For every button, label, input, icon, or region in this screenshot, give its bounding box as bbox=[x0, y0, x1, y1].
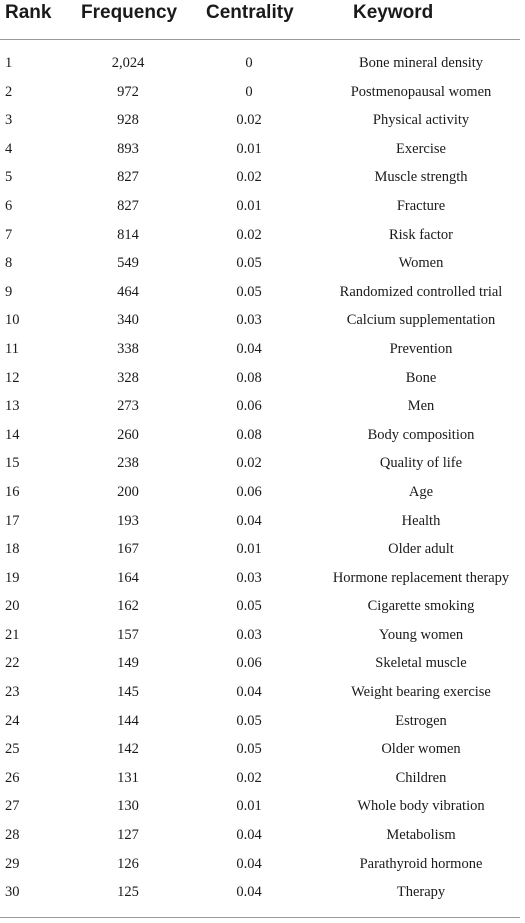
table-row bbox=[0, 222, 525, 251]
cell-rank: 11 bbox=[5, 340, 19, 357]
cell-frequency: 340 bbox=[117, 312, 139, 329]
cell-frequency: 125 bbox=[117, 884, 139, 901]
cell-keyword: Bone bbox=[405, 369, 437, 386]
cell-rank: 9 bbox=[5, 283, 13, 300]
cell-keyword: Women bbox=[398, 255, 444, 272]
cell-frequency: 149 bbox=[117, 655, 139, 672]
cell-centrality: 0.03 bbox=[236, 312, 262, 329]
table-row bbox=[0, 851, 525, 880]
cell-frequency: 162 bbox=[117, 598, 139, 615]
table-row bbox=[0, 107, 525, 136]
cell-rank: 22 bbox=[5, 655, 20, 672]
cell-centrality: 0.08 bbox=[236, 369, 262, 386]
cell-rank: 27 bbox=[5, 798, 20, 815]
cell-rank: 4 bbox=[5, 140, 13, 157]
cell-keyword: Quality of life bbox=[379, 455, 463, 472]
table-row bbox=[0, 479, 525, 508]
cell-centrality: 0.05 bbox=[236, 598, 262, 615]
cell-centrality: 0.04 bbox=[236, 340, 262, 357]
table-row bbox=[0, 736, 525, 765]
cell-keyword: Postmenopausal women bbox=[350, 83, 492, 100]
table-row bbox=[0, 193, 525, 222]
cell-rank: 1 bbox=[5, 55, 13, 71]
cell-rank: 3 bbox=[5, 112, 13, 129]
cell-frequency: 164 bbox=[117, 569, 139, 586]
cell-frequency: 193 bbox=[117, 512, 139, 529]
cell-frequency: 131 bbox=[117, 769, 139, 786]
cell-rank: 21 bbox=[5, 626, 20, 643]
cell-keyword: Risk factor bbox=[388, 226, 454, 243]
table-row bbox=[0, 879, 525, 908]
cell-keyword: Health bbox=[401, 512, 441, 529]
cell-rank: 16 bbox=[5, 483, 20, 500]
cell-keyword: Bone mineral density bbox=[358, 55, 484, 71]
cell-keyword: Calcium supplementation bbox=[346, 312, 496, 329]
cell-rank: 7 bbox=[5, 226, 13, 243]
table-row bbox=[0, 336, 525, 365]
cell-rank: 10 bbox=[5, 312, 20, 329]
cell-centrality: 0 bbox=[245, 55, 253, 71]
cell-keyword: Physical activity bbox=[372, 112, 470, 129]
table-row bbox=[0, 536, 525, 565]
cell-keyword: Metabolism bbox=[386, 827, 456, 844]
cell-keyword: Randomized controlled trial bbox=[339, 283, 503, 300]
table-row bbox=[0, 622, 525, 651]
cell-centrality: 0.04 bbox=[236, 855, 262, 872]
cell-frequency: 893 bbox=[117, 140, 139, 157]
cell-centrality: 0.04 bbox=[236, 512, 262, 529]
cell-frequency: 144 bbox=[117, 712, 139, 729]
cell-rank: 6 bbox=[5, 197, 13, 214]
cell-rank: 25 bbox=[5, 741, 20, 758]
cell-frequency: 238 bbox=[117, 455, 139, 472]
cell-centrality: 0.01 bbox=[236, 541, 262, 558]
table-row bbox=[0, 565, 525, 594]
cell-centrality: 0.04 bbox=[236, 827, 262, 844]
cell-rank: 29 bbox=[5, 855, 20, 872]
cell-rank: 14 bbox=[5, 426, 20, 443]
table-row bbox=[0, 593, 525, 622]
table-bottom-rule bbox=[0, 917, 520, 918]
cell-centrality: 0.03 bbox=[236, 626, 262, 643]
cell-keyword: Children bbox=[395, 769, 447, 786]
cell-rank: 28 bbox=[5, 827, 20, 844]
cell-frequency: 338 bbox=[117, 340, 139, 357]
table-row bbox=[0, 650, 525, 679]
table-body bbox=[0, 50, 525, 908]
cell-frequency: 464 bbox=[117, 283, 139, 300]
table-row bbox=[0, 422, 525, 451]
table-header bbox=[0, 0, 525, 40]
cell-rank: 5 bbox=[5, 169, 13, 186]
cell-rank: 26 bbox=[5, 769, 20, 786]
table-row bbox=[0, 50, 525, 79]
cell-frequency: 142 bbox=[117, 741, 139, 758]
cell-centrality: 0.04 bbox=[236, 684, 262, 701]
cell-centrality: 0.05 bbox=[236, 741, 262, 758]
cell-centrality: 0.01 bbox=[236, 140, 262, 157]
table-row bbox=[0, 793, 525, 822]
cell-frequency: 145 bbox=[117, 684, 139, 701]
cell-rank: 13 bbox=[5, 398, 20, 415]
cell-frequency: 827 bbox=[117, 169, 139, 186]
cell-keyword: Exercise bbox=[396, 140, 446, 157]
cell-keyword: Therapy bbox=[396, 884, 446, 901]
cell-keyword: Age bbox=[408, 483, 434, 500]
cell-keyword: Whole body vibration bbox=[357, 798, 485, 815]
cell-rank: 18 bbox=[5, 541, 20, 558]
cell-centrality: 0.02 bbox=[236, 112, 262, 129]
table-row bbox=[0, 164, 525, 193]
cell-centrality: 0.04 bbox=[236, 884, 262, 901]
table-row bbox=[0, 279, 525, 308]
cell-keyword: Cigarette smoking bbox=[367, 598, 475, 615]
cell-centrality: 0.05 bbox=[236, 283, 262, 300]
header-frequency: Frequency bbox=[81, 2, 178, 23]
cell-keyword: Skeletal muscle bbox=[375, 655, 467, 672]
cell-centrality: 0.02 bbox=[236, 769, 262, 786]
table-row bbox=[0, 250, 525, 279]
table-row bbox=[0, 365, 525, 394]
cell-rank: 24 bbox=[5, 712, 20, 729]
cell-frequency: 273 bbox=[117, 398, 139, 415]
cell-keyword: Hormone replacement therapy bbox=[332, 569, 510, 586]
cell-centrality: 0.02 bbox=[236, 169, 262, 186]
cell-centrality: 0.02 bbox=[236, 455, 262, 472]
cell-centrality: 0.05 bbox=[236, 255, 262, 272]
table-row bbox=[0, 307, 525, 336]
cell-frequency: 130 bbox=[117, 798, 139, 815]
cell-rank: 15 bbox=[5, 455, 20, 472]
cell-keyword: Men bbox=[407, 398, 435, 415]
cell-frequency: 127 bbox=[117, 827, 139, 844]
cell-rank: 20 bbox=[5, 598, 20, 615]
cell-frequency: 972 bbox=[117, 83, 139, 100]
table-row bbox=[0, 136, 525, 165]
table-row bbox=[0, 79, 525, 108]
cell-keyword: Estrogen bbox=[395, 712, 447, 729]
cell-keyword: Muscle strength bbox=[374, 169, 468, 186]
table-row bbox=[0, 393, 525, 422]
cell-keyword: Weight bearing exercise bbox=[351, 684, 491, 701]
header-divider bbox=[0, 39, 520, 40]
cell-rank: 19 bbox=[5, 569, 20, 586]
cell-frequency: 549 bbox=[117, 255, 139, 272]
cell-rank: 2 bbox=[5, 83, 13, 100]
header-centrality: Centrality bbox=[206, 2, 294, 23]
header-rank: Rank bbox=[5, 2, 52, 23]
cell-frequency: 167 bbox=[117, 541, 139, 558]
cell-keyword: Fracture bbox=[396, 197, 446, 214]
cell-keyword: Body composition bbox=[367, 426, 475, 443]
cell-rank: 8 bbox=[5, 255, 13, 272]
cell-centrality: 0 bbox=[245, 83, 253, 100]
table-row bbox=[0, 765, 525, 794]
cell-frequency: 2,024 bbox=[111, 55, 145, 71]
cell-frequency: 200 bbox=[117, 483, 139, 500]
cell-centrality: 0.03 bbox=[236, 569, 262, 586]
cell-rank: 30 bbox=[5, 884, 20, 901]
cell-keyword: Young women bbox=[378, 626, 464, 643]
cell-centrality: 0.08 bbox=[236, 426, 262, 443]
table-row bbox=[0, 450, 525, 479]
cell-rank: 23 bbox=[5, 684, 20, 701]
cell-centrality: 0.06 bbox=[236, 483, 262, 500]
table-row bbox=[0, 679, 525, 708]
header-keyword: Keyword bbox=[353, 2, 434, 23]
cell-centrality: 0.01 bbox=[236, 197, 262, 214]
cell-frequency: 328 bbox=[117, 369, 139, 386]
table-row bbox=[0, 508, 525, 537]
table-row bbox=[0, 822, 525, 851]
cell-keyword: Older women bbox=[381, 741, 461, 758]
cell-keyword: Parathyroid hormone bbox=[359, 855, 483, 872]
cell-frequency: 260 bbox=[117, 426, 139, 443]
cell-keyword: Prevention bbox=[389, 340, 453, 357]
cell-frequency: 928 bbox=[117, 112, 139, 129]
cell-rank: 12 bbox=[5, 369, 20, 386]
cell-centrality: 0.06 bbox=[236, 655, 262, 672]
cell-frequency: 814 bbox=[117, 226, 139, 243]
cell-keyword: Older adult bbox=[388, 541, 454, 558]
cell-frequency: 126 bbox=[117, 855, 139, 872]
cell-frequency: 827 bbox=[117, 197, 139, 214]
cell-centrality: 0.05 bbox=[236, 712, 262, 729]
cell-rank: 17 bbox=[5, 512, 20, 529]
cell-centrality: 0.01 bbox=[236, 798, 262, 815]
table-row bbox=[0, 708, 525, 737]
cell-centrality: 0.06 bbox=[236, 398, 262, 415]
cell-centrality: 0.02 bbox=[236, 226, 262, 243]
cell-frequency: 157 bbox=[117, 626, 139, 643]
